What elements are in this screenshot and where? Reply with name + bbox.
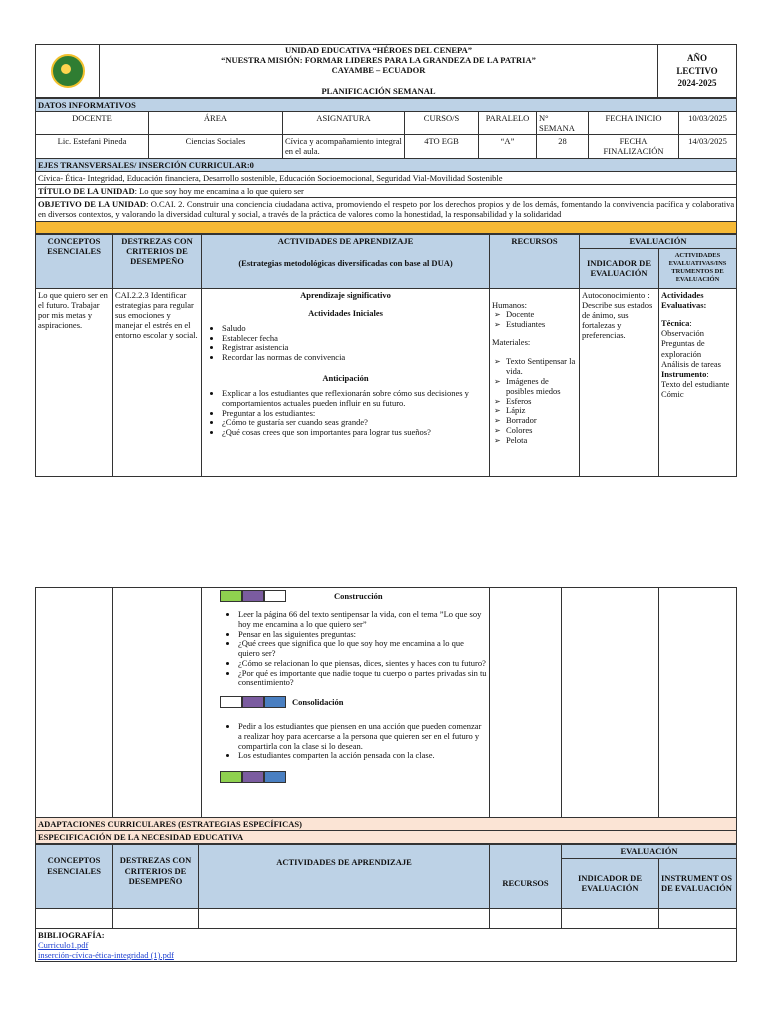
datos-table	[35, 98, 737, 234]
titulo-label: TÍTULO DE LA UNIDAD	[38, 186, 135, 196]
ejes-title: EJES TRANSVERSALES/ INSERCIÓN CURRICULAR:0	[36, 158, 737, 171]
ad-h-recursos: RECURSOS	[490, 858, 562, 908]
recursos-materiales-list	[492, 357, 577, 445]
consolidacion-title: Consolidación	[292, 697, 344, 708]
school-logo	[36, 45, 100, 98]
asignatura-value: Cívica y acompañamiento integral en el aula.	[283, 135, 405, 158]
bibliografia-label: BIBLIOGRAFÍA:	[38, 929, 105, 940]
curriculo-link[interactable]: Curriculo1.pdf	[38, 939, 89, 950]
actividades-cell	[202, 288, 490, 476]
list-item: • Registrar asistencia	[222, 343, 487, 353]
recursos-humanos-list	[492, 310, 577, 330]
list-item: • Preguntar a los estudiantes:	[222, 409, 487, 419]
school-mission: “NUESTRA MISIÓN: FORMAR LIDERES PARA LA GRANDEZA DE LA PATRIA”	[221, 54, 536, 65]
bibliografia-cell	[36, 928, 737, 962]
list-item: • Leer la página 66 del texto sentipensar la vida, con el tema ”Lo que soy hoy me encamina a lo que quiero ser”	[238, 610, 487, 630]
h-destrezas: DESTREZAS CON CRITERIOS DE DESEMPEÑO	[113, 234, 202, 288]
objetivo-label: OBJETIVO DE LA UNIDAD	[38, 199, 147, 210]
col-semana: N° SEMANA	[537, 111, 589, 134]
ad-h-conceptos: CONCEPTOS ESENCIALES	[36, 845, 113, 908]
inst-tecnica-label: Técnica	[661, 317, 690, 328]
recursos-cell	[490, 288, 580, 476]
ad-h-instrumento: INSTRUMENT OS DE EVALUACIÓN	[659, 858, 737, 908]
ad-empty-cell	[659, 908, 737, 928]
fecha-fin-value: 14/03/2025	[679, 135, 737, 158]
ad-h-actividades: ACTIVIDADES DE APRENDIZAJE	[199, 845, 490, 908]
col-area: ÁREA	[149, 111, 283, 134]
ad-h-destrezas: DESTREZAS CON CRITERIOS DE DESEMPEÑO	[113, 845, 199, 908]
list-item: • ¿Cómo se relacionan lo que piensas, dices, sientes y haces con tu futuro?	[238, 659, 487, 669]
cont-actividades-cell	[202, 588, 490, 818]
inst-instrumento-0: Texto del estudiante	[661, 379, 730, 390]
ad-empty-cell	[113, 908, 199, 928]
ad-empty-cell	[36, 908, 113, 928]
especificacion-title: ESPECIFICACIÓN DE LA NECESIDAD EDUCATIVA	[36, 831, 737, 844]
construccion-title: Construcción	[334, 590, 383, 601]
col-paralelo: PARALELO	[479, 111, 537, 134]
h-actividades: ACTIVIDADES DE APRENDIZAJE	[277, 235, 414, 246]
list-item: • Explicar a los estudiantes que reflexionarán sobre cómo sus decisiones y comportamientos actuales pueden influir en su futuro.	[222, 389, 487, 409]
plan-title: PLANIFICACIÓN SEMANAL	[100, 85, 658, 98]
inst-tecnica-0: Observación	[661, 328, 704, 339]
recursos-materiales-label: Materiales:	[492, 337, 531, 348]
color-bar	[220, 590, 286, 602]
docente-value: Lic. Estefani Pineda	[36, 135, 149, 158]
planning-page-2	[35, 587, 736, 962]
titulo-text: : Lo que soy hoy me encamina a lo que quiero ser	[134, 186, 304, 196]
h-evaluacion: EVALUACIÓN	[580, 234, 737, 248]
col-asignatura: ASIGNATURA	[283, 111, 405, 134]
aprendizaje-title: Aprendizaje significativo	[300, 289, 391, 300]
year-label-2: LECTIVO	[676, 65, 718, 76]
h-actividades-sub: (Estrategias metodológicas diversificadas con base al DUA)	[238, 257, 453, 268]
adaptaciones-table	[35, 844, 737, 962]
col-cursos: CURSO/S	[405, 111, 479, 134]
semana-value: 28	[537, 135, 589, 158]
paralelo-value: “A”	[479, 135, 537, 158]
iniciales-list	[204, 324, 487, 363]
list-item: ➢ Texto Sentipensar la vida.	[506, 357, 577, 377]
cont-instrumentos-cell	[659, 588, 737, 818]
iniciales-title: Actividades Iniciales	[308, 307, 383, 318]
cont-destrezas-cell	[113, 588, 202, 818]
construccion-list	[220, 610, 487, 688]
ad-h-indicador: INDICADOR DE EVALUACIÓN	[562, 858, 659, 908]
ad-h-evaluacion: EVALUACIÓN	[562, 845, 737, 858]
ejes-text: Cívica- Ética- Integridad, Educación financiera, Desarrollo sostenible, Educación Socioemocional, Seguridad Vial-Movilidad Sostenible	[36, 171, 737, 184]
list-item: • ¿Por qué es importante que nadie toque tu cuerpo o partes privadas sin tu consentimiento?	[238, 669, 487, 689]
anticipacion-title: Anticipación	[322, 373, 369, 383]
list-item: ➢ Pelota	[506, 436, 577, 446]
list-item: • Saludo	[222, 324, 487, 334]
orange-divider	[36, 221, 737, 233]
ad-empty-cell	[199, 908, 490, 928]
list-item: • ¿Qué crees que significa que lo que soy hoy me encamina a lo que quiero ser?	[238, 639, 487, 659]
main-planning-table	[35, 234, 737, 477]
inst-tecnica-1: Preguntas de exploración	[661, 338, 705, 359]
color-bar	[220, 771, 286, 783]
col-fecha-fin: FECHA FINALIZACIÓN	[589, 135, 679, 158]
ad-empty-cell	[490, 908, 562, 928]
h-recursos: RECURSOS	[490, 234, 580, 288]
recursos-humanos-label: Humanos:	[492, 299, 527, 310]
h-instrumentos: ACTIVIDADES EVALUATIVAS/INS TRUMENTOS DE EVALUACIÓN	[659, 248, 737, 288]
col-docente: DOCENTE	[36, 111, 149, 134]
inst-instrumento-label: Instrumento	[661, 368, 707, 379]
list-item: ➢ Docente	[506, 310, 577, 320]
col-fecha-inicio: FECHA INICIO	[589, 111, 679, 134]
list-item: • ¿Qué cosas crees que son importantes para lograr tus sueños?	[222, 428, 487, 438]
list-item: ➢ Esferos	[506, 397, 577, 407]
list-item: ➢ Estudiantes	[506, 320, 577, 330]
list-item: • Establecer fecha	[222, 334, 487, 344]
consolidacion-list	[220, 722, 487, 761]
indicador-cell: Autoconocimiento : Describe sus estados de ánimo, sus fortalezas y preferencias.	[580, 288, 659, 476]
datos-section-title: DATOS INFORMATIVOS	[36, 98, 737, 111]
inst-instrumento-1: Cómic	[661, 389, 684, 400]
inst-tecnica-2: Análisis de tareas	[661, 358, 721, 369]
anticipacion-list	[204, 389, 487, 438]
curso-value: 4TO EGB	[405, 135, 479, 158]
list-item: • ¿Cómo te gustaría ser cuando seas grande?	[222, 418, 487, 428]
list-item: • Los estudiantes comparten la acción pensada con la clase.	[238, 751, 487, 761]
conceptos-cell: Lo que quiero ser en el futuro. Trabajar por mis metas y aspiraciones.	[36, 288, 113, 476]
list-item: ➢ Imágenes de posibles miedos	[506, 377, 577, 397]
list-item: • Pedir a los estudiantes que piensen en una acción que pueden comenzar a realizar hoy para acercarse a la persona que quieren ser en el futuro y compartirla con la clase si lo desean.	[238, 722, 487, 751]
list-item: • Recordar las normas de convivencia	[222, 353, 487, 363]
year-label-1: AÑO	[687, 52, 707, 63]
destrezas-cell: CAI.2.2.3 Identificar estrategias para regular sus emociones y manejar el estrés en el entorno escolar y social.	[113, 288, 202, 476]
instrumentos-cell: Actividades Evaluativas: Técnica: Observación Preguntas de exploración Análisis de tareas Instrumento: Texto del estudiante Cómic	[659, 288, 737, 476]
cont-conceptos-cell	[36, 588, 113, 818]
ad-empty-cell	[562, 908, 659, 928]
h-conceptos: CONCEPTOS ESENCIALES	[36, 234, 113, 288]
header-table	[35, 44, 737, 98]
cont-recursos-cell	[490, 588, 562, 818]
area-value: Ciencias Sociales	[149, 135, 283, 158]
school-shield-icon	[51, 54, 85, 88]
planning-page-1	[35, 44, 736, 477]
h-indicador: INDICADOR DE EVALUACIÓN	[580, 248, 659, 288]
list-item: ➢ Colores	[506, 426, 577, 436]
list-item: ➢ Borrador	[506, 416, 577, 426]
fecha-inicio-value: 10/03/2025	[679, 111, 737, 134]
adaptaciones-title: ADAPTACIONES CURRICULARES (ESTRATEGIAS ESPECÍFICAS)	[36, 818, 737, 831]
inst-title: Actividades Evaluativas	[661, 289, 704, 310]
objetivo-text: : O.CAI. 2. Construir una conciencia ciudadana activa, promoviendo el respeto por los derechos propios y de los demás, fomentando la convivencia pacífica y colaborativa en diversos contextos, y valorando la diversidad cultural y social, a través de la práctica de valores como la honestidad, la responsabilidad y la solidaridad	[38, 199, 735, 220]
year-value: 2024-2025	[677, 78, 717, 89]
color-bar	[220, 696, 286, 708]
school-name: UNIDAD EDUCATIVA “HÉROES DEL CENEPA”	[284, 45, 473, 55]
list-item: ➢ Lápiz	[506, 406, 577, 416]
list-item: • Pensar en las siguientes preguntas:	[238, 630, 487, 640]
insercion-link[interactable]: inserción-cívica-ética-integridad (1).pdf	[38, 949, 174, 960]
school-location: CAYAMBE – ECUADOR	[331, 64, 426, 75]
cont-indicador-cell	[562, 588, 659, 818]
continuation-table	[35, 587, 737, 844]
